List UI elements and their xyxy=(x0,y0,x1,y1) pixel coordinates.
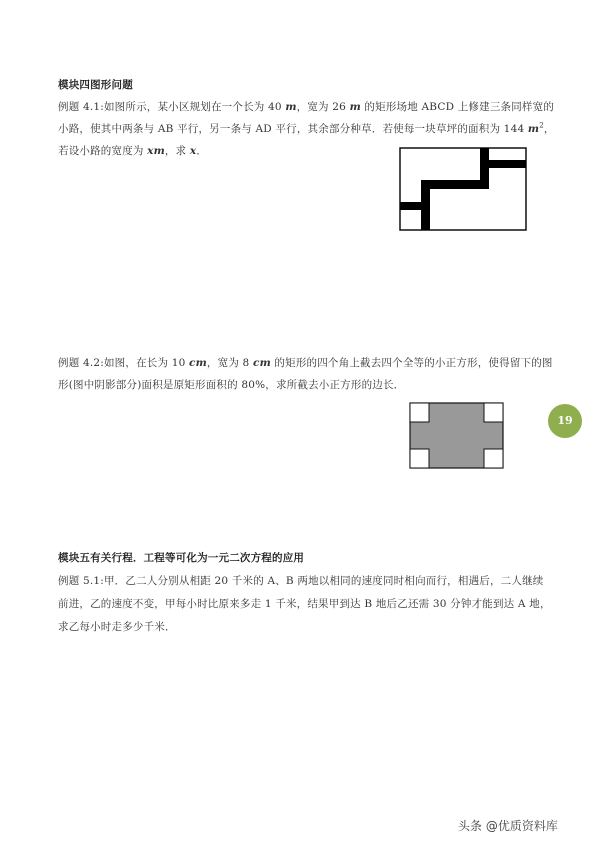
road-diagram xyxy=(399,147,529,233)
ex51-line3: 求乙每小时走多少千米． xyxy=(58,621,176,633)
ex41-line3: 若设小路的宽度为 xm，求 x． xyxy=(58,145,208,157)
ex41-line1: 例题 4.1:如图所示，某小区规划在一个长为 40 m，宽为 26 m 的矩形场地 ABCD 上修建三条同样宽的 xyxy=(58,101,555,113)
cut-corners-diagram xyxy=(409,402,505,470)
ex51-line1: 例题 5.1:甲．乙二人分别从相距 20 千米的 A、B 两地以相同的速度同时相向而行，相遇后，二人继续 xyxy=(58,575,544,587)
ex42-line1: 例题 4.2:如图，在长为 10 cm，宽为 8 cm 的矩形的四个角上截去四个全等的小正方形，使得留下的图 xyxy=(58,357,553,369)
ex41-line2: 小路，使其中两条与 AB 平行，另一条与 AD 平行，其余部分种草．若使每一块草坪的面积为 144 $m^2$， xyxy=(58,121,555,135)
ex42-line2: 形(图中阴影部分)面积是原矩形面积的 80%，求所截去小正方形的边长． xyxy=(58,379,405,391)
page-number-badge: 19 xyxy=(548,404,582,438)
ex51-line2: 前进，乙的速度不变，甲每小时比原来多走 1 千米，结果甲到达 B 地后乙还需 30 分钟才能到达 A 地， xyxy=(58,598,551,610)
section5-title: 模块五有关行程．工程等可化为一元二次方程的应用 xyxy=(58,552,305,564)
watermark: 头条 @优质资料库 xyxy=(458,819,558,833)
section4-title: 模块四图形问题 xyxy=(58,79,133,91)
